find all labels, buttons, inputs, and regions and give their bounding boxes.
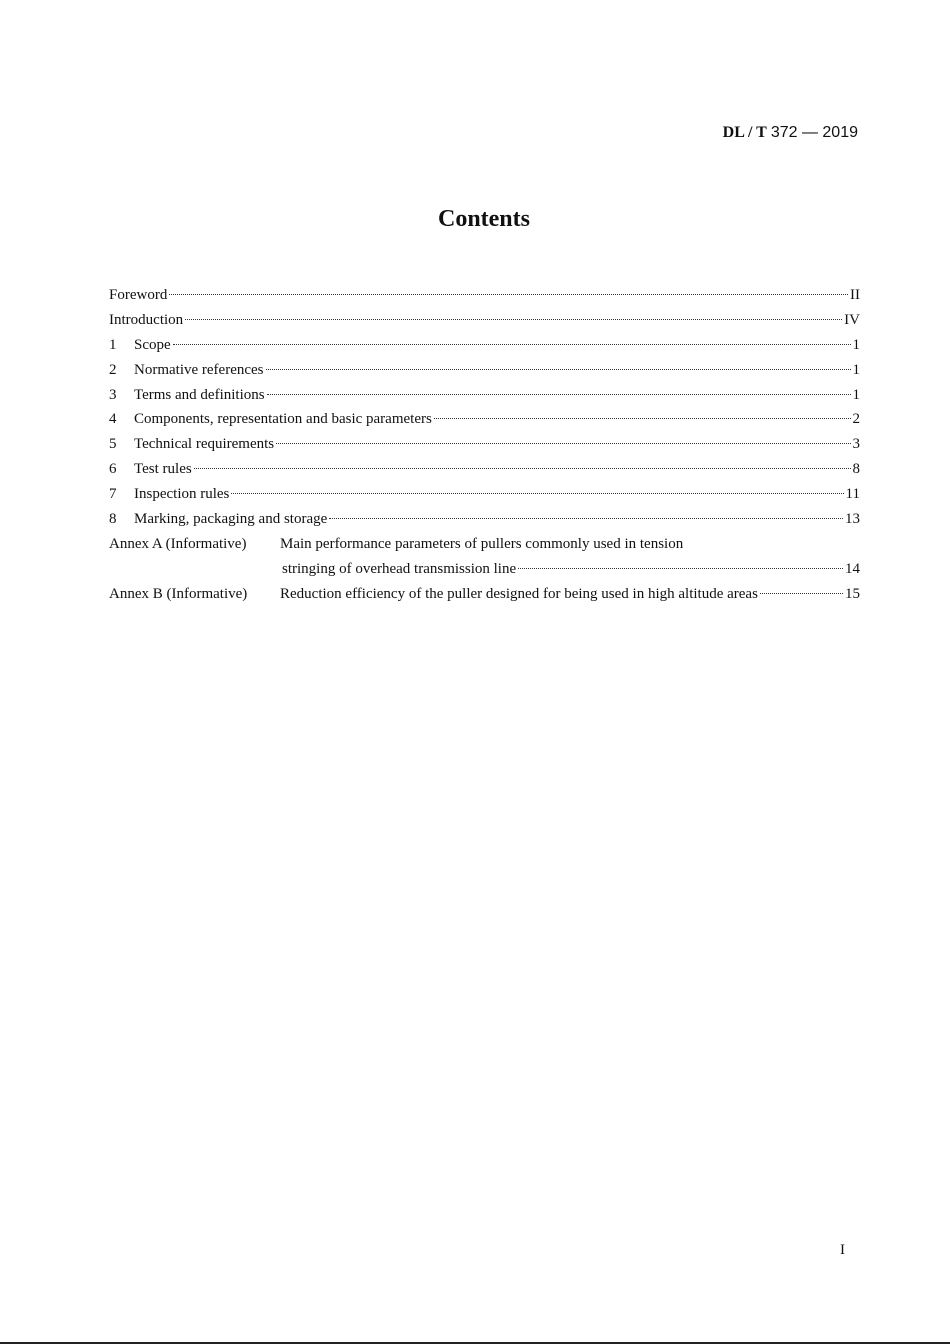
toc-entry-text: Inspection rules [134, 486, 230, 503]
dot-leader [518, 568, 843, 569]
toc-entry-number: 2 [109, 361, 117, 378]
toc-entry-number: 5 [109, 436, 117, 453]
toc-entry-page: 2 [852, 411, 860, 428]
dot-leader [185, 319, 842, 320]
dot-leader [169, 294, 848, 295]
toc-entry-page: IV [844, 311, 860, 328]
toc-entry-page: 3 [852, 436, 860, 453]
toc-entry-annex-b[interactable] [109, 582, 860, 607]
toc-entry-text: Main performance parameters of pullers commonly used in tension [280, 535, 684, 552]
dot-leader [194, 468, 851, 469]
page-number: I [840, 1242, 845, 1258]
dot-leader [329, 518, 843, 519]
toc-entry-page: 11 [845, 486, 860, 503]
toc-entry-number: 7 [109, 486, 117, 503]
dot-leader [231, 493, 843, 494]
page-title: Contents [437, 206, 530, 232]
toc-entry-text: Test rules [134, 461, 192, 478]
standard-prefix: DL / T [722, 124, 767, 141]
toc-entry-clause-8[interactable] [109, 507, 860, 532]
toc-entry-text: Technical requirements [134, 436, 275, 453]
toc-entry-number: 3 [109, 386, 117, 403]
toc-entry-page: 14 [845, 560, 860, 577]
toc-entry-text: Normative references [134, 361, 264, 378]
dot-leader [173, 344, 851, 345]
toc-entry-text: Components, representation and basic parameters [134, 411, 432, 428]
toc-entry-text: Foreword [109, 287, 168, 303]
toc-entry-page: 15 [845, 585, 860, 602]
toc-entry-text: Scope [134, 336, 171, 353]
toc-entry-clause-6[interactable] [109, 457, 860, 482]
toc-entry-page: 1 [852, 336, 860, 353]
table-of-contents [109, 283, 860, 607]
toc-entry-number: 8 [109, 511, 117, 528]
dot-leader [266, 369, 851, 370]
toc-entry-foreword[interactable] [109, 283, 860, 308]
toc-entry-clause-5[interactable] [109, 432, 860, 457]
dot-leader [760, 593, 843, 594]
toc-entry-annex-a-line-2[interactable] [109, 557, 860, 582]
dot-leader [434, 418, 851, 419]
toc-entry-text: Reduction efficiency of the puller designed for being used in high altitude areas [280, 585, 758, 602]
standard-code [723, 124, 858, 142]
toc-entry-page: 1 [852, 386, 860, 403]
toc-entry-page: II [850, 287, 860, 303]
toc-entry-page: 1 [852, 361, 860, 378]
toc-entry-number: 4 [109, 411, 117, 428]
toc-entry-text: Introduction [109, 311, 184, 328]
toc-entry-clause-2[interactable] [109, 358, 860, 383]
toc-entry-number: 1 [109, 336, 117, 353]
toc-entry-annex-a-line-1[interactable] [109, 532, 860, 557]
toc-entry-text: Terms and definitions [134, 386, 265, 403]
toc-entry-clause-3[interactable] [109, 383, 860, 408]
toc-entry-number: 6 [109, 461, 117, 478]
toc-entry-clause-7[interactable] [109, 482, 860, 507]
dot-leader [276, 443, 850, 444]
toc-entry-introduction[interactable] [109, 308, 860, 333]
toc-entry-clause-1[interactable] [109, 333, 860, 358]
toc-entry-text: stringing of overhead transmission line [282, 560, 517, 577]
dot-leader [267, 394, 851, 395]
toc-entry-page: 13 [845, 511, 860, 528]
annex-label: Annex B (Informative) [109, 585, 248, 602]
toc-entry-page: 8 [852, 461, 860, 478]
toc-entry-text: Marking, packaging and storage [134, 511, 328, 528]
toc-entry-clause-4[interactable] [109, 407, 860, 432]
standard-number: 372 — 2019 [770, 124, 858, 141]
annex-label: Annex A (Informative) [109, 535, 247, 552]
